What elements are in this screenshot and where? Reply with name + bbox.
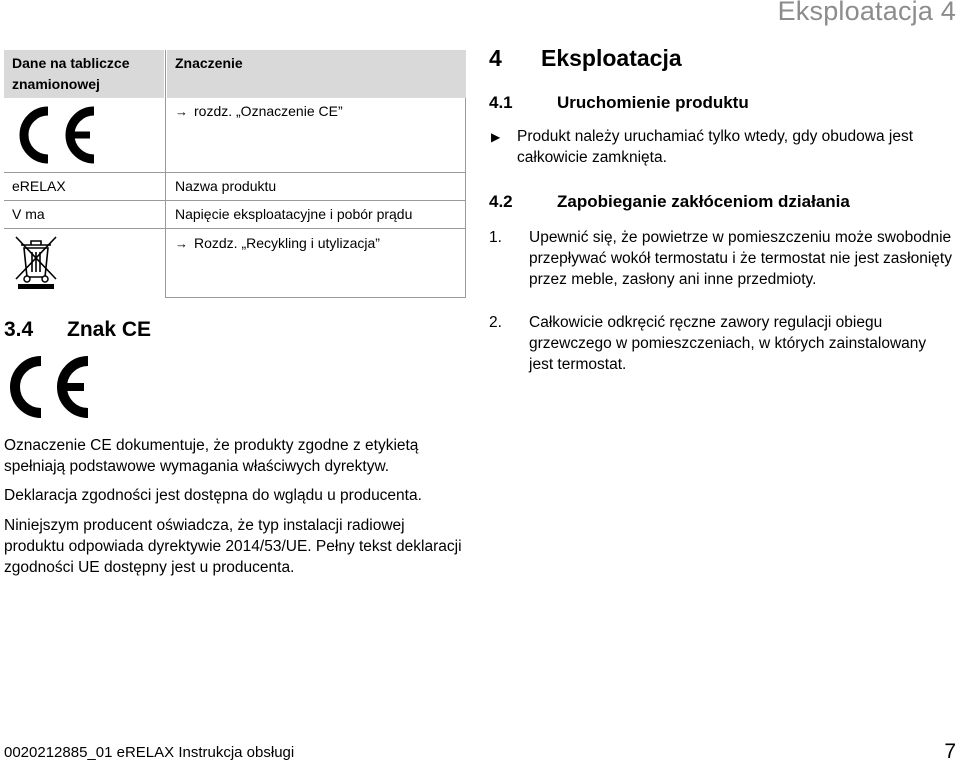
- running-header-title: Eksploatacja 4: [777, 0, 956, 26]
- page-number: 7: [944, 740, 956, 763]
- subsection-4-1-title: Uruchomienie produktu: [557, 93, 749, 112]
- subsection-4-1-number: 4.1: [489, 93, 513, 112]
- table-row-voltage-label: V ma: [12, 206, 45, 222]
- ce-paragraph-3: Niniejszym producent oświadcza, że typ instalacji radiowej produktu odpowiada dyrektywie 2014/53/UE. Pełny tekst deklaracji zgodności UE dostępny jest u producenta.: [4, 517, 462, 576]
- table-header-data: Dane na tabliczce znamionowej: [12, 55, 130, 92]
- chapter-number: 4: [489, 45, 502, 71]
- table-row-product-name-label: eRELAX: [12, 178, 66, 194]
- subsection-4-1-bullet: Produkt należy uruchamiać tylko wtedy, gdy obudowa jest całkowicie zamknięta.: [517, 128, 914, 166]
- ce-paragraph-2: Deklaracja zgodności jest dostępna do wglądu u producenta.: [4, 487, 422, 504]
- footer-doc-ref: 0020212885_01 eRELAX Instrukcja obsługi: [4, 744, 295, 761]
- subsection-4-2-number: 4.2: [489, 192, 513, 211]
- table-row-ce-meaning: → rozdz. „Oznaczenie CE”: [175, 103, 343, 119]
- list-item: Całkowicie odkręcić ręczne zawory regulacji obiegu grzewczego w pomieszczeniach, w których zainstalowany jest termostat.: [529, 314, 927, 373]
- subsection-4-2-title: Zapobieganie zakłóceniom działania: [557, 192, 850, 211]
- bullet-triangle-icon: ▶: [491, 130, 501, 144]
- crossed-bin-icon: [12, 233, 60, 291]
- arrow-icon: →: [175, 104, 188, 119]
- ce-mark-icon: [12, 103, 100, 167]
- section-title: Znak CE: [67, 318, 152, 341]
- chapter-title: Eksploatacja: [541, 45, 682, 71]
- list-item-number: 1.: [489, 229, 502, 246]
- list-item-number: 2.: [489, 314, 502, 331]
- table-row-recycling-meaning: → Rozdz. „Recykling i utylizacja”: [175, 235, 380, 251]
- list-item: Upewnić się, że powietrze w pomieszczeniu może swobodnie przepływać wokół termostatu i że termostat nie jest zasłonięty przez meble, zasłony ani inne przedmioty.: [529, 229, 952, 288]
- arrow-icon: →: [175, 236, 188, 251]
- table-row-product-name-meaning: Nazwa produktu: [175, 178, 277, 194]
- ce-paragraph-1: Oznaczenie CE dokumentuje, że produkty zgodne z etykietą spełniają podstawowe wymagania właściwych dyrektyw.: [4, 437, 419, 475]
- table-header-meaning: Znaczenie: [175, 55, 243, 71]
- table-row-voltage-meaning: Napięcie eksploatacyjne i pobór prądu: [175, 206, 413, 222]
- section-number: 3.4: [4, 318, 34, 341]
- ce-mark-icon: [4, 353, 92, 421]
- nameplate-table: [4, 50, 466, 298]
